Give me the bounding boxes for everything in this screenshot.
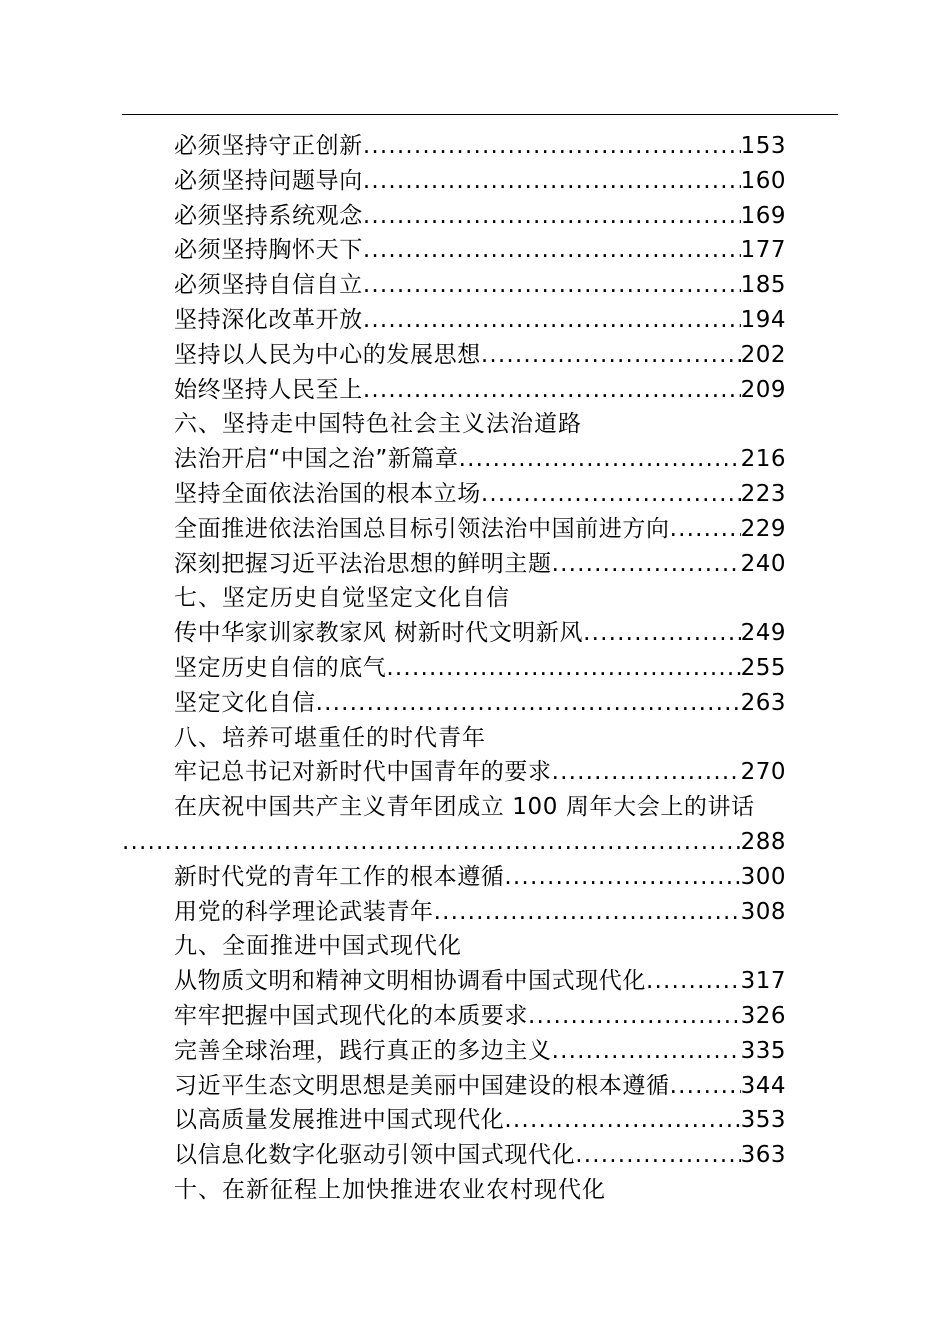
dot-leader [434,895,741,930]
toc-entry [174,1103,786,1138]
dot-leader [646,964,741,999]
dot-leader [528,999,741,1034]
toc-page-number: 177 [740,237,786,264]
toc-entry [174,895,786,930]
toc-page-number: 194 [740,306,786,333]
toc-page-number: 185 [740,272,786,299]
dot-leader [670,1069,741,1104]
toc-page-number: 270 [740,759,786,786]
toc-page-number: 335 [740,1037,786,1064]
toc-page-number: 353 [740,1107,786,1134]
toc-entry-continuation [122,825,786,860]
toc-entry-title: 坚定文化自信 [174,689,316,716]
toc-section-heading: 六、坚持走中国特色社会主义法治道路 [174,411,582,438]
toc-entry [174,442,786,477]
toc-entry-title: 牢记总书记对新时代中国青年的要求 [174,759,552,786]
toc-page-number: 223 [740,480,786,507]
dot-leader [386,651,740,686]
toc-page-number: 153 [740,133,786,159]
toc-entry [174,860,786,895]
dot-leader [363,303,741,338]
toc-entry-title: 全面推进依法治国总目标引领法治中国前进方向 [174,515,670,542]
toc-entry-title: 牢牢把握中国式现代化的本质要求 [174,1002,528,1029]
toc-entry-title: 必须坚持自信自立 [174,272,363,299]
toc-entry [174,129,786,164]
toc-section-heading: 九、全面推进中国式现代化 [174,933,462,960]
header-rule [122,114,838,115]
dot-leader [504,860,740,895]
toc-page-number: 308 [740,898,786,925]
toc-entry-title: 坚持以人民为中心的发展思想 [174,341,481,368]
dot-leader [552,547,741,582]
toc-page-number: 317 [740,968,786,995]
toc-page-number: 209 [740,376,786,403]
toc-entry [174,964,786,999]
dot-leader [583,616,740,651]
toc-entry [174,303,786,338]
toc-entry-title: 用党的科学理论武装青年 [174,898,434,925]
table-of-contents [122,129,838,1208]
toc-page-number: 249 [740,620,786,647]
dot-leader [316,686,741,721]
toc-entry [174,999,786,1034]
toc-entry [174,1069,786,1104]
toc-entry [174,1138,786,1173]
toc-entry [174,755,786,790]
toc-section-heading: 七、坚定历史自觉坚定文化自信 [174,585,510,612]
toc-entry-title: 从物质文明和精神文明相协调看中国式现代化 [174,968,646,995]
toc-entry [174,199,786,234]
toc-page-number: 326 [740,1002,786,1029]
toc-entry [174,338,786,373]
toc-entry-title: 必须坚持胸怀天下 [174,237,363,264]
toc-entry [174,547,786,582]
dot-leader [670,512,741,547]
dot-leader [481,477,741,512]
dot-leader [504,1103,740,1138]
toc-page-number: 229 [740,515,786,542]
toc-entry-title: 坚持深化改革开放 [174,306,363,333]
toc-entry-title: 在庆祝中国共产主义青年团成立 100 周年大会上的讲话 [174,794,755,821]
dot-leader [552,755,741,790]
toc-entry [174,686,786,721]
toc-entry-title: 必须坚持守正创新 [174,133,363,159]
toc-entry [174,651,786,686]
toc-entry-title: 必须坚持问题导向 [174,167,363,194]
toc-entry-title: 法治开启“中国之治”新篇章 [174,446,459,473]
toc-entry-title: 以信息化数字化驱动引领中国式现代化 [174,1142,576,1169]
dot-leader [459,442,741,477]
toc-page-number: 255 [740,654,786,681]
toc-section-heading: 十、在新征程上加快推进农业农村现代化 [174,1176,606,1203]
dot-leader [552,1034,741,1069]
toc-page-number: 160 [740,167,786,194]
toc-entry-title: 始终坚持人民至上 [174,376,363,403]
dot-leader [122,825,741,860]
dot-leader [363,129,741,164]
toc-entry-title: 坚持全面依法治国的根本立场 [174,480,481,507]
toc-entry [174,373,786,408]
toc-entry [174,233,786,268]
toc-page-number: 202 [740,341,786,368]
toc-entry [174,164,786,199]
toc-entry [174,1034,786,1069]
toc-entry-title: 坚定历史自信的底气 [174,654,387,681]
toc-page-number: 240 [740,550,786,577]
toc-page-number: 216 [740,446,786,473]
toc-page-number: 300 [740,863,786,890]
dot-leader [481,338,741,373]
toc-page-number: 363 [740,1142,786,1169]
toc-page-number: 288 [740,828,786,855]
dot-leader [363,164,741,199]
toc-entry [174,477,786,512]
toc-entry-title: 必须坚持系统观念 [174,202,363,229]
dot-leader [363,233,741,268]
toc-entry [174,268,786,303]
toc-entry-title: 新时代党的青年工作的根本遵循 [174,863,505,890]
toc-entry [174,616,786,651]
toc-page-number: 344 [740,1072,786,1099]
toc-entry-title: 完善全球治理，践行真正的多边主义 [174,1037,552,1064]
dot-leader [363,268,741,303]
toc-entry-title: 以高质量发展推进中国式现代化 [174,1107,505,1134]
dot-leader [363,373,741,408]
dot-leader [363,199,741,234]
toc-entry-title: 传中华家训家教家风 树新时代文明新风 [174,620,584,647]
toc-section-heading: 八、培养可堪重任的时代青年 [174,724,486,751]
toc-entry-title: 深刻把握习近平法治思想的鲜明主题 [174,550,552,577]
toc-page-number: 263 [740,689,786,716]
toc-entry-title: 习近平生态文明思想是美丽中国建设的根本遵循 [174,1072,670,1099]
toc-entry [174,512,786,547]
dot-leader [575,1138,740,1173]
toc-page-number: 169 [740,202,786,229]
